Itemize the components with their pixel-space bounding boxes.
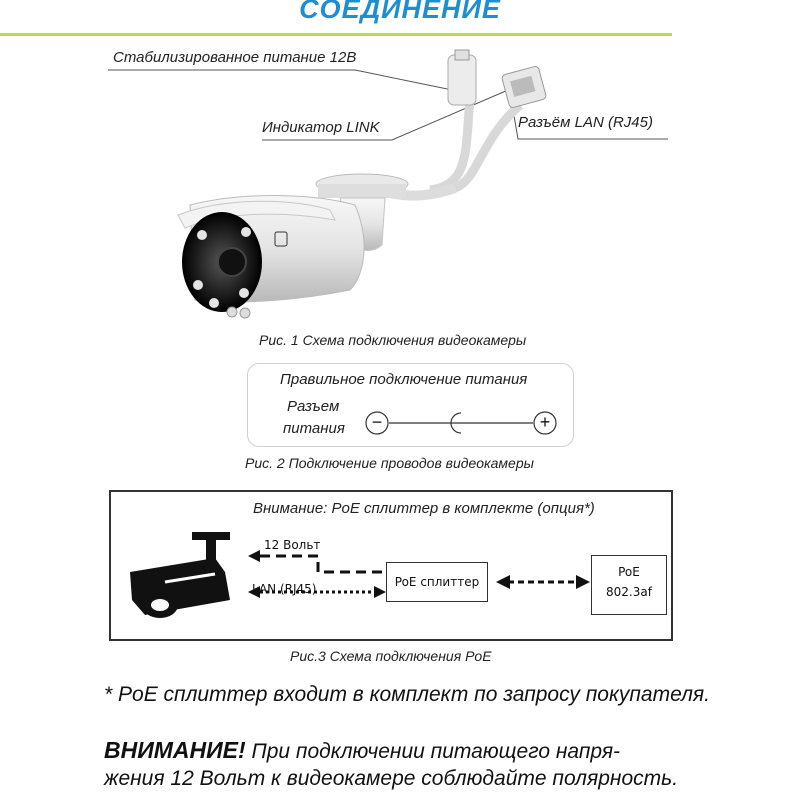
- poe-source-line1: PoE: [618, 565, 640, 579]
- page-title: СОЕДИНЕНИЕ: [299, 0, 501, 24]
- figure3-caption: Рис.3 Схема подключения PoE: [290, 648, 492, 664]
- figure1-caption: Рис. 1 Схема подключения видеокамеры: [259, 332, 527, 348]
- polarity-diagram: [355, 405, 565, 441]
- connector-label-1: Разъем: [287, 398, 340, 415]
- volt-label: 12 Вольт: [264, 538, 321, 552]
- camera-illustration: [0, 0, 800, 340]
- figure2-caption: Рис. 2 Подключение проводов видеокамеры: [245, 455, 534, 471]
- warning-line-1: [104, 737, 620, 764]
- poe-splitter-node: PoE сплиттер: [386, 562, 488, 602]
- poe-heading: Внимание: PoE сплиттер в комплекте (опция*): [253, 500, 595, 517]
- lan-connector-label: Разъём LAN (RJ45): [518, 114, 653, 131]
- minus-sign: −: [371, 412, 383, 432]
- lan-label: LAN (RJ45): [252, 582, 317, 596]
- footnote: * PoE сплиттер входит в комплект по запросу покупателя.: [104, 683, 710, 706]
- poe-source-line2: 802.3af: [606, 585, 652, 599]
- poe-source-node: [591, 555, 667, 615]
- plus-sign: +: [539, 412, 551, 432]
- link-indicator-label: Индикатор LINK: [262, 119, 380, 136]
- warning-strong: ВНИМАНИЕ!: [104, 737, 246, 763]
- power-label: Стабилизированное питание 12В: [113, 49, 357, 66]
- warning-text-2: жения 12 Вольт к видеокамере соблюдайте полярность.: [104, 767, 679, 790]
- polarity-title: Правильное подключение питания: [280, 371, 528, 388]
- connector-label-2: питания: [283, 420, 345, 437]
- warning-text-1: При подключении питающего напря-: [245, 740, 621, 763]
